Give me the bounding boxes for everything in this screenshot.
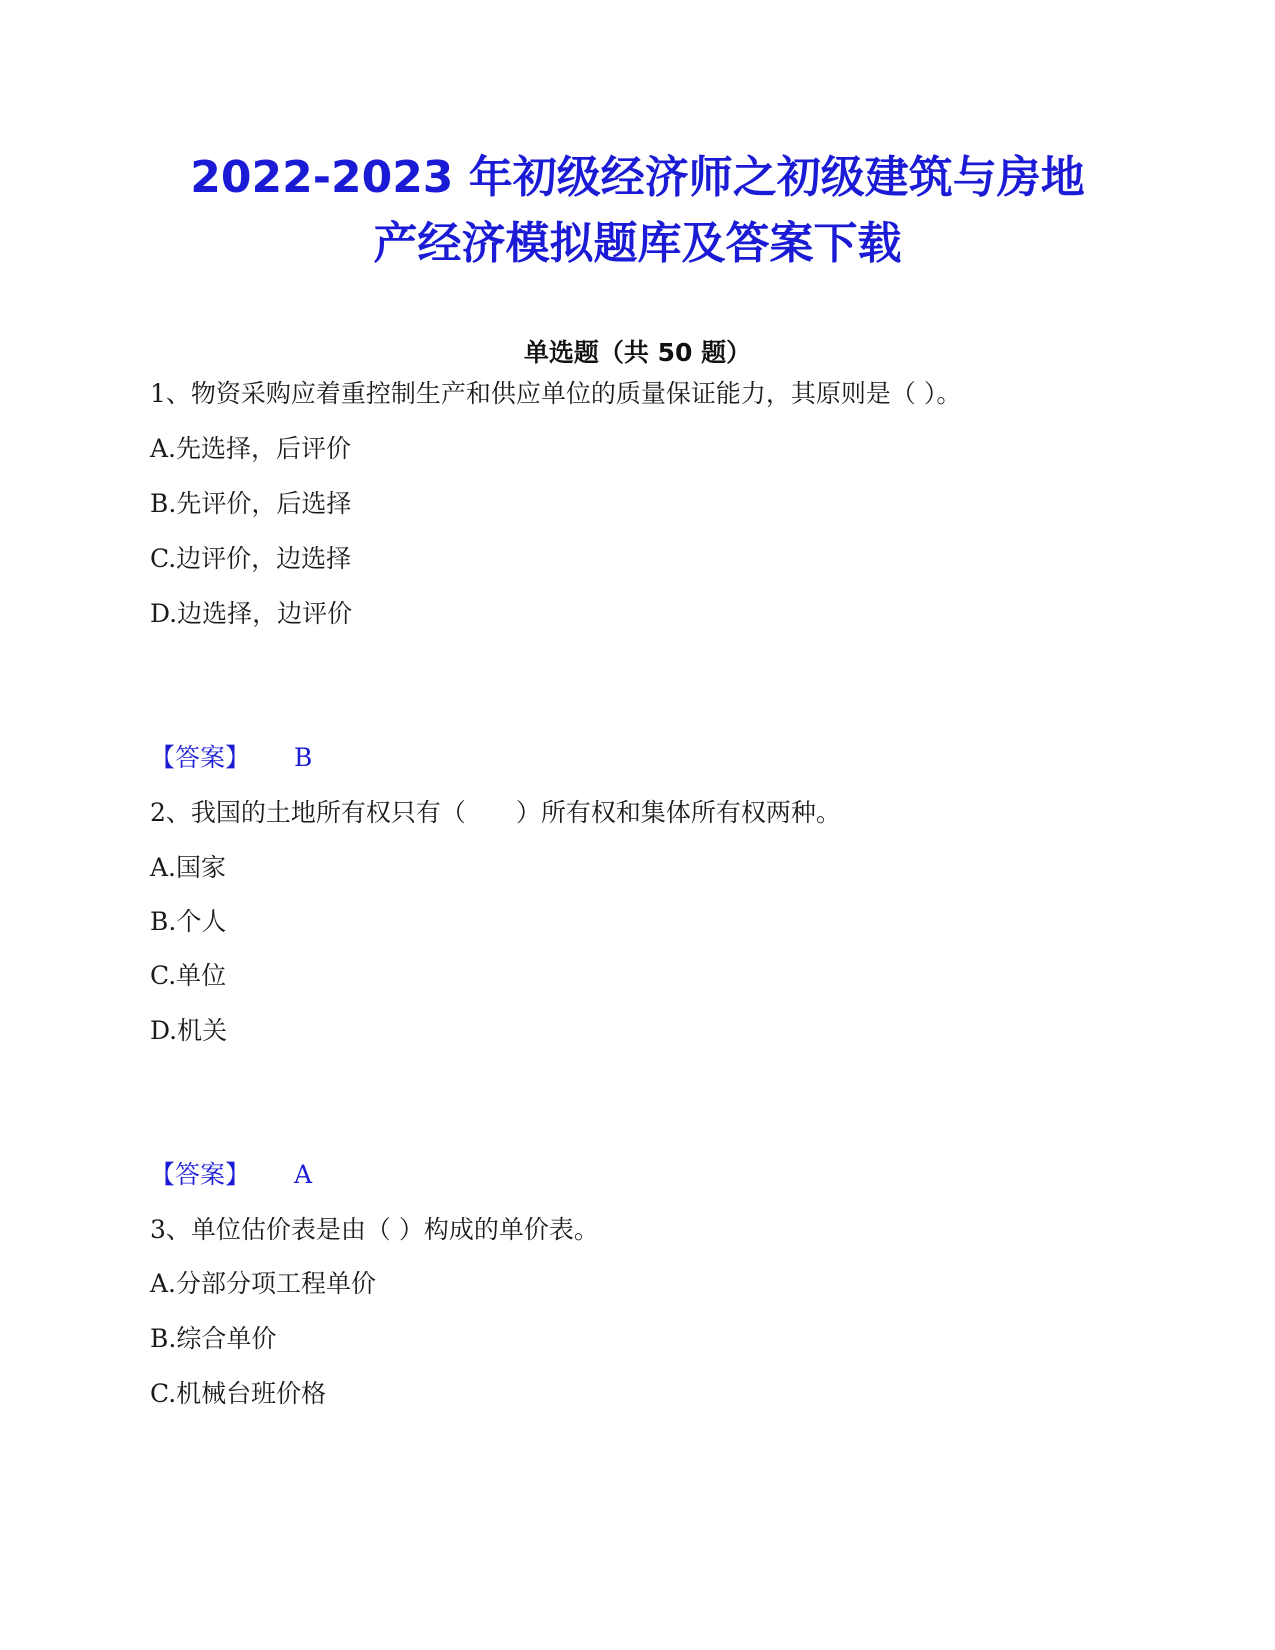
question-2-answer	[150, 1157, 312, 1193]
document-title	[100, 145, 1175, 277]
title-line-2: 产经济模拟题库及答案下载	[373, 218, 902, 269]
question-1-option-b: B.先评价，后选择	[150, 489, 352, 518]
answer-value: B	[294, 743, 313, 772]
answer-label: 【答案】	[150, 1160, 251, 1189]
question-3-option-a: A.分部分项工程单价	[150, 1269, 377, 1298]
question-3-stem: 3、单位估价表是由（ ）构成的单价表。	[150, 1215, 599, 1244]
question-3-option-c: C.机械台班价格	[150, 1379, 327, 1408]
question-2-option-b: B.个人	[150, 907, 227, 936]
question-1-option-a: A.先选择，后评价	[150, 434, 352, 463]
question-2-stem: 2、我国的土地所有权只有（ ）所有权和集体所有权两种。	[150, 798, 841, 827]
question-2-option-c: C.单位	[150, 961, 227, 990]
question-3-option-b: B.综合单价	[150, 1324, 277, 1353]
answer-label: 【答案】	[150, 743, 251, 772]
question-2-option-d: D.机关	[150, 1016, 228, 1045]
question-1-stem: 1、物资采购应着重控制生产和供应单位的质量保证能力，其原则是（ ）。	[150, 379, 962, 408]
title-line-1: 2022-2023 年初级经济师之初级建筑与房地	[190, 152, 1085, 203]
answer-value: A	[294, 1160, 313, 1189]
question-1-answer	[150, 740, 312, 776]
question-2-option-a: A.国家	[150, 853, 227, 882]
section-title: 单选题（共 50 题）	[523, 338, 752, 367]
question-1-option-c: C.边评价，边选择	[150, 544, 352, 573]
question-1-option-d: D.边选择，边评价	[150, 599, 353, 628]
